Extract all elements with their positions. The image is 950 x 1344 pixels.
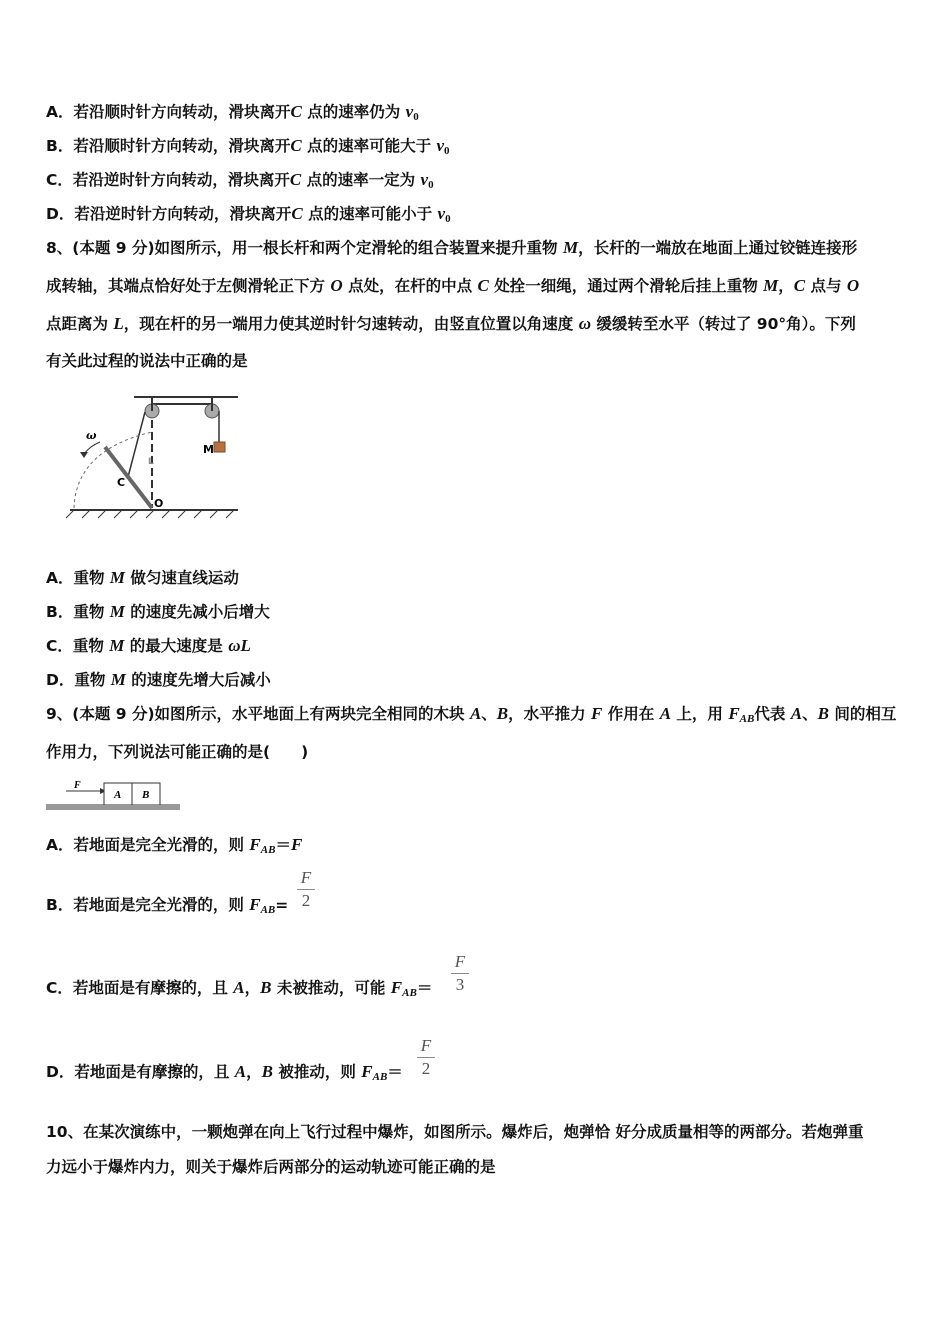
math-symbol: M bbox=[109, 602, 125, 621]
a-label: A bbox=[114, 789, 122, 801]
text-segment: 处拴一细绳，通过两个滑轮后挂上重物 bbox=[488, 277, 764, 295]
math-symbol: F bbox=[390, 978, 403, 997]
text-segment: 成转轴，其端点恰好处于左侧滑轮正下方 bbox=[46, 277, 331, 295]
denominator: 2 bbox=[301, 891, 311, 910]
fraction-f-over-2 bbox=[297, 867, 315, 912]
q8-pulley-figure bbox=[60, 390, 250, 520]
text-segment: ，水平推力 bbox=[508, 705, 592, 723]
text-segment: D．重物 bbox=[46, 671, 111, 689]
text-segment: ＝ bbox=[387, 1063, 403, 1081]
math-symbol: O bbox=[846, 276, 860, 295]
math-symbol: M bbox=[562, 238, 579, 257]
numerator: F bbox=[297, 867, 315, 890]
m-label: M bbox=[203, 443, 214, 456]
q8-stem-line bbox=[46, 314, 856, 334]
text-segment: ， bbox=[246, 1063, 262, 1081]
q9-option-a bbox=[46, 835, 302, 860]
text-segment: 点的速率可能小于 bbox=[302, 205, 438, 223]
q9-option-d bbox=[46, 1062, 403, 1087]
math-symbol: F bbox=[591, 704, 603, 723]
text-segment: C．重物 bbox=[46, 637, 110, 655]
text-segment: 点距离为 bbox=[46, 315, 114, 333]
omega-label: ω bbox=[86, 429, 97, 442]
text-segment: B．若地面是完全光滑的，则 bbox=[46, 896, 250, 914]
q8-stem-line bbox=[46, 238, 857, 258]
math-symbol: AB bbox=[402, 987, 417, 999]
text-segment: 8、(本题 9 分)如图所示，用一根长杆和两个定滑轮的组合装置来提升重物 bbox=[46, 239, 563, 257]
text-segment: 作用力，下列说法可能正确的是( ) bbox=[46, 743, 309, 761]
math-symbol: B bbox=[260, 978, 272, 997]
text-segment: D．若沿逆时针方向转动，滑块离开 bbox=[46, 205, 292, 223]
text-segment: ＝ bbox=[416, 979, 433, 997]
math-symbol: A bbox=[659, 704, 672, 723]
text-segment: 点处，在杆的中点 bbox=[342, 277, 478, 295]
math-symbol: C bbox=[290, 136, 302, 155]
text-segment: 代表 bbox=[754, 705, 791, 723]
text-segment: A．若地面是完全光滑的，则 bbox=[46, 836, 250, 854]
math-symbol: v bbox=[437, 204, 446, 223]
text-segment: D．若地面是有摩擦的，且 bbox=[46, 1063, 235, 1081]
q8-option-a bbox=[46, 568, 239, 588]
math-symbol: 0 bbox=[444, 145, 450, 157]
q9-stem-line bbox=[46, 742, 308, 762]
math-symbol: 0 bbox=[428, 179, 434, 191]
math-symbol: AB bbox=[260, 904, 276, 916]
text-segment: 作用在 bbox=[602, 705, 660, 723]
math-symbol: B bbox=[261, 1062, 273, 1081]
math-symbol: O bbox=[330, 276, 343, 295]
math-symbol: 0 bbox=[413, 111, 419, 123]
math-symbol: C bbox=[793, 276, 806, 295]
q7-option-d bbox=[46, 204, 451, 229]
f-label: F bbox=[74, 780, 81, 791]
numerator: F bbox=[451, 951, 469, 974]
text-segment: ， bbox=[778, 277, 794, 295]
math-symbol: A bbox=[790, 704, 803, 723]
math-symbol: B bbox=[817, 704, 829, 723]
denominator: 2 bbox=[421, 1059, 431, 1078]
math-symbol: 0 bbox=[445, 213, 451, 225]
q10-stem-line bbox=[46, 1122, 863, 1142]
math-symbol: v bbox=[420, 170, 429, 189]
math-symbol: v bbox=[405, 102, 414, 121]
text-segment: 、 bbox=[481, 705, 497, 723]
text-segment: A．重物 bbox=[46, 569, 110, 587]
text-segment: C．若地面是有摩擦的，且 bbox=[46, 979, 234, 997]
q9-stem-line bbox=[46, 704, 896, 729]
text-segment: 9、(本题 9 分)如图所示，水平地面上有两块完全相同的木块 bbox=[46, 705, 470, 723]
text-segment: 缓缓转至水平（转过了 90°角）。下列 bbox=[591, 315, 856, 333]
math-symbol: F bbox=[249, 835, 261, 854]
math-symbol: C bbox=[477, 276, 489, 295]
math-symbol: B bbox=[496, 704, 509, 723]
text-segment: 点与 bbox=[805, 277, 847, 295]
fraction-f-over-3 bbox=[451, 951, 469, 996]
q8-option-c bbox=[46, 636, 251, 656]
text-segment: 间的相互 bbox=[828, 705, 897, 723]
math-symbol: F bbox=[728, 704, 740, 723]
text-segment: 力远小于爆炸内力，则关于爆炸后两部分的运动轨迹可能正确的是 bbox=[46, 1158, 496, 1176]
text-segment: ，现在杆的另一端用力使其逆时针匀速转动，由竖直位置以角速度 bbox=[123, 315, 579, 333]
text-segment: 的最大速度是 bbox=[124, 637, 229, 655]
c-label: C bbox=[117, 476, 126, 489]
math-symbol: M bbox=[763, 276, 779, 295]
text-segment: 的速度先减小后增大 bbox=[124, 603, 270, 621]
math-symbol: AB bbox=[739, 713, 755, 725]
math-symbol: F bbox=[290, 835, 303, 854]
q8-stem-line bbox=[46, 351, 248, 371]
text-segment: 、 bbox=[802, 705, 818, 723]
math-symbol: A bbox=[469, 704, 482, 723]
math-symbol: C bbox=[289, 170, 302, 189]
math-symbol: C bbox=[291, 204, 303, 223]
q7-option-a bbox=[46, 102, 419, 127]
b-label: B bbox=[142, 789, 150, 801]
math-symbol: M bbox=[110, 670, 126, 689]
math-symbol: L bbox=[113, 314, 124, 333]
text-segment: 未被推动，可能 bbox=[271, 979, 391, 997]
math-symbol: F bbox=[361, 1062, 373, 1081]
o-label: O bbox=[154, 497, 164, 510]
q8-option-b bbox=[46, 602, 270, 622]
math-symbol: M bbox=[109, 568, 126, 587]
q7-option-b bbox=[46, 136, 450, 161]
text-segment: B．若沿顺时针方向转动，滑块离开 bbox=[46, 137, 291, 155]
l-label: L bbox=[148, 457, 154, 467]
q7-option-c bbox=[46, 170, 434, 195]
numerator: F bbox=[417, 1035, 435, 1058]
text-segment: ， bbox=[244, 979, 261, 997]
text-segment: B．重物 bbox=[46, 603, 110, 621]
math-symbol: M bbox=[109, 636, 125, 655]
text-segment: = bbox=[275, 896, 289, 914]
math-symbol: F bbox=[249, 895, 261, 914]
text-segment: 点的速率仍为 bbox=[301, 103, 406, 121]
text-segment: ＝ bbox=[275, 836, 291, 854]
text-segment: 点的速率一定为 bbox=[301, 171, 421, 189]
denominator: 3 bbox=[455, 975, 465, 994]
q8-stem-line bbox=[46, 276, 859, 296]
text-segment: 上，用 bbox=[671, 705, 729, 723]
math-symbol: AB bbox=[260, 844, 276, 856]
q10-stem-line bbox=[46, 1157, 496, 1177]
text-segment: 有关此过程的说法中正确的是 bbox=[46, 352, 248, 370]
math-symbol: AB bbox=[372, 1071, 388, 1083]
text-segment: 的速度先增大后减小 bbox=[125, 671, 271, 689]
text-segment: 做匀速直线运动 bbox=[125, 569, 239, 587]
q9-blocks-figure bbox=[44, 778, 184, 812]
q9-option-c bbox=[46, 978, 432, 1003]
text-segment: 被推动，则 bbox=[272, 1063, 362, 1081]
text-segment: 10、在某次演练中，一颗炮弹在向上飞行过程中爆炸，如图所示。爆炸后，炮弹恰 好分成质量相等的两部分。若炮弹重 bbox=[46, 1123, 864, 1141]
math-symbol: A bbox=[233, 978, 245, 997]
text-segment: A．若沿顺时针方向转动，滑块离开 bbox=[46, 103, 291, 121]
text-segment: ，长杆的一端放在地面上通过铰链连接形 bbox=[578, 239, 858, 257]
math-symbol: A bbox=[234, 1062, 247, 1081]
text-segment: C．若沿逆时针方向转动，滑块离开 bbox=[46, 171, 290, 189]
q8-option-d bbox=[46, 670, 271, 690]
math-symbol: C bbox=[290, 102, 302, 121]
math-symbol: ω bbox=[578, 314, 591, 333]
q9-option-b bbox=[46, 895, 288, 920]
math-symbol: v bbox=[436, 136, 445, 155]
text-segment: 点的速率可能大于 bbox=[301, 137, 437, 155]
fraction-f-over-2 bbox=[417, 1035, 435, 1080]
math-symbol: ωL bbox=[228, 636, 251, 655]
